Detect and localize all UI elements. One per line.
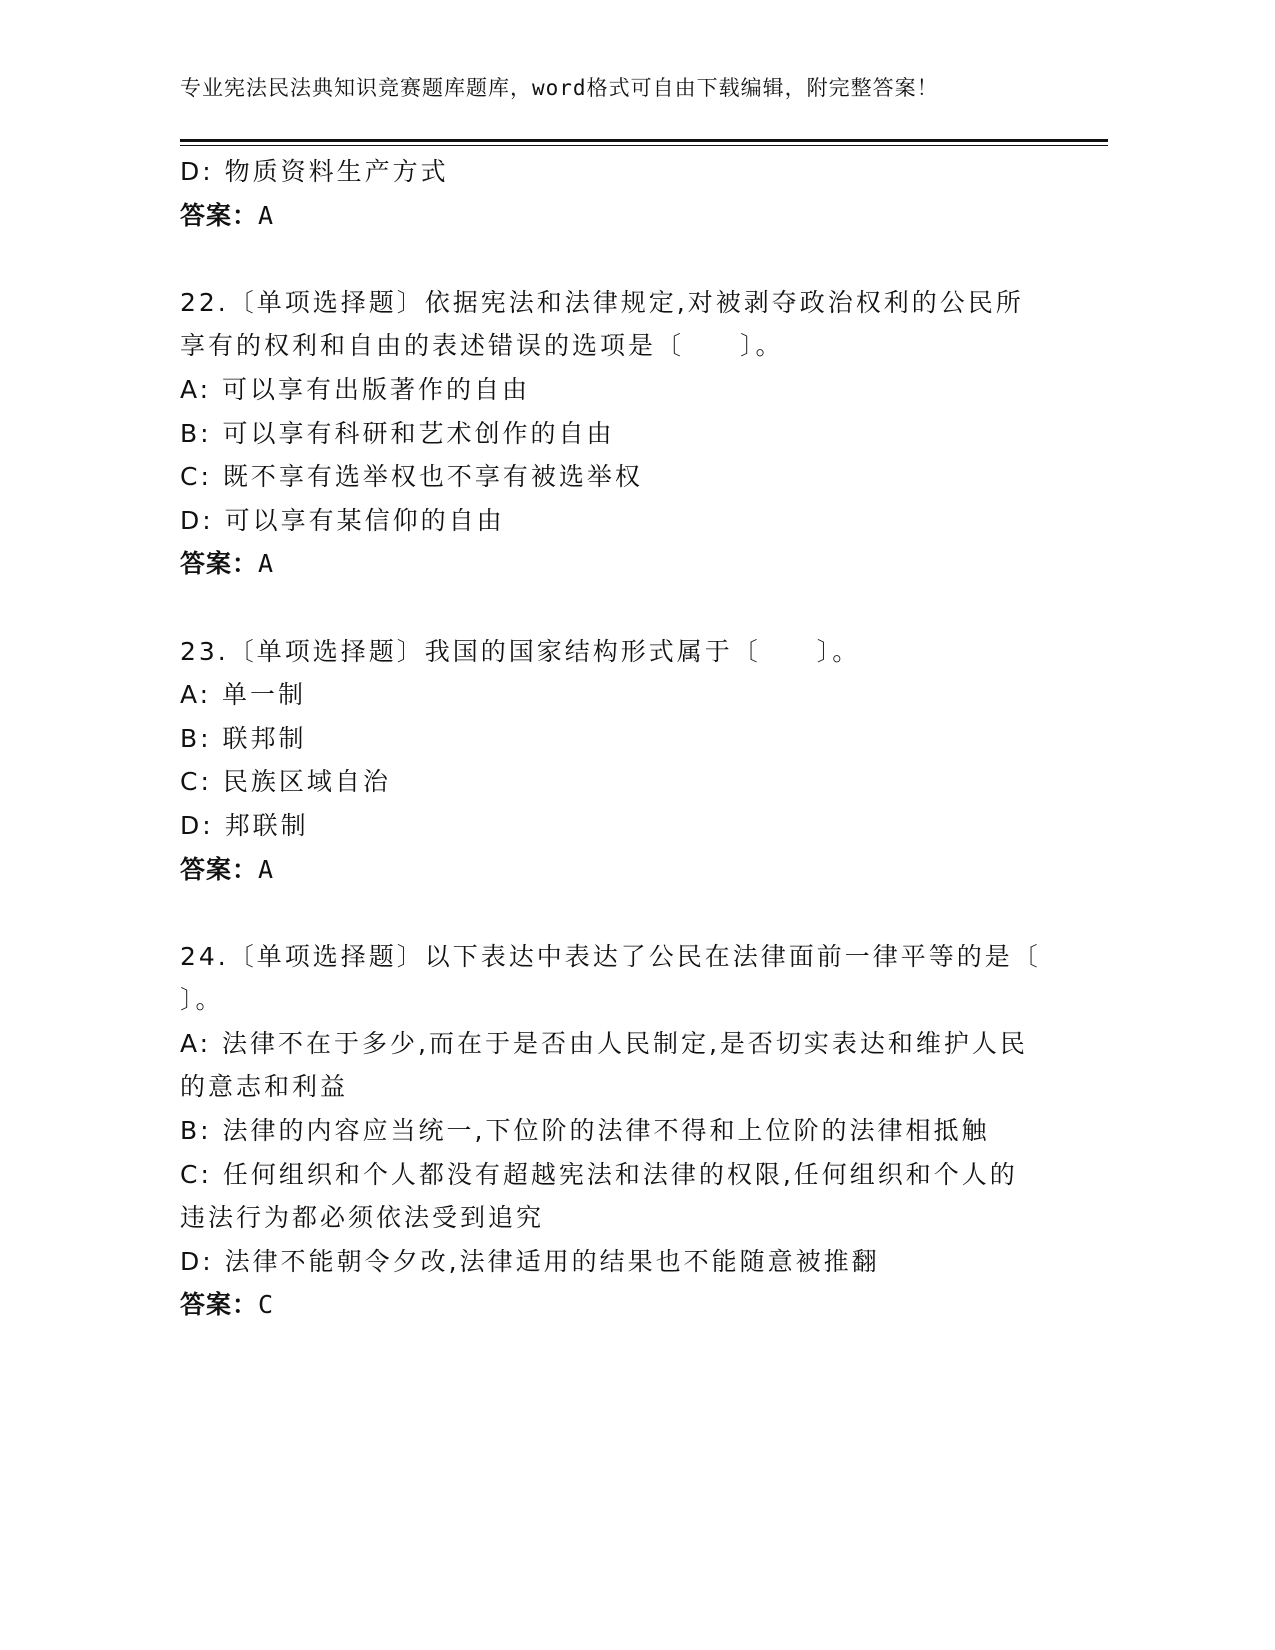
question-line: D: 法律不能朝令夕改,法律适用的结果也不能随意被推翻 <box>180 1246 880 1276</box>
question-block <box>180 281 1040 586</box>
question-line: A: 法律不在于多少,而在于是否由人民制定,是否切实表达和维护人民 <box>180 1028 1028 1058</box>
question-line: C: 民族区域自治 <box>180 767 391 797</box>
question-block <box>180 150 1040 237</box>
question-line: B: 法律的内容应当统一,下位阶的法律不得和上位阶的法律相抵触 <box>180 1116 990 1146</box>
answer-line <box>180 848 1040 892</box>
answer-label: 答案： <box>180 1290 259 1320</box>
question-line: B: 联邦制 <box>180 723 307 753</box>
question-line: 违法行为都必须依法受到追究 <box>180 1203 545 1233</box>
answer-line <box>180 1283 1040 1327</box>
question-line: A: 单一制 <box>180 680 307 710</box>
answer-label: 答案： <box>180 549 259 579</box>
header-rule-thick <box>180 139 1108 142</box>
question-line: 享有的权利和自由的表述错误的选项是〔 〕。 <box>180 331 784 361</box>
question-line: 〕。 <box>180 985 224 1015</box>
page-header: 专业宪法民法典知识竞赛题库题库，word格式可自由下载编辑，附完整答案！ <box>180 76 939 100</box>
answer-label: 答案： <box>180 200 259 230</box>
block-spacer <box>180 237 1040 281</box>
question-line: D: 物质资料生产方式 <box>180 157 449 186</box>
answer-line <box>180 542 1040 586</box>
question-block <box>180 935 1040 1327</box>
question-line: A: 可以享有出版著作的自由 <box>180 374 531 404</box>
question-line: C: 任何组织和个人都没有超越宪法和法律的权限,任何组织和个人的 <box>180 1159 1018 1189</box>
question-line: 22.〔单项选择题〕依据宪法和法律规定,对被剥夺政治权利的公民所 <box>180 287 1024 317</box>
question-line: 24.〔单项选择题〕以下表达中表达了公民在法律面前一律平等的是〔 <box>180 941 1041 971</box>
answer-line <box>180 194 1040 238</box>
question-line: D: 邦联制 <box>180 810 309 840</box>
question-line: 的意志和利益 <box>180 1072 349 1102</box>
answer-value: A <box>258 549 275 579</box>
question-list <box>180 150 1040 1327</box>
block-spacer <box>180 891 1040 935</box>
answer-value: A <box>258 200 275 230</box>
answer-label: 答案： <box>180 854 259 884</box>
answer-value: C <box>258 1290 275 1320</box>
answer-value: A <box>258 854 275 884</box>
header-rule-thin <box>180 145 1108 146</box>
block-spacer <box>180 586 1040 630</box>
question-line: B: 可以享有科研和艺术创作的自由 <box>180 418 615 448</box>
question-line: C: 既不享有选举权也不享有被选举权 <box>180 462 643 492</box>
question-block <box>180 630 1040 892</box>
question-line: 23.〔单项选择题〕我国的国家结构形式属于〔 〕。 <box>180 636 861 666</box>
question-line: D: 可以享有某信仰的自由 <box>180 505 505 535</box>
